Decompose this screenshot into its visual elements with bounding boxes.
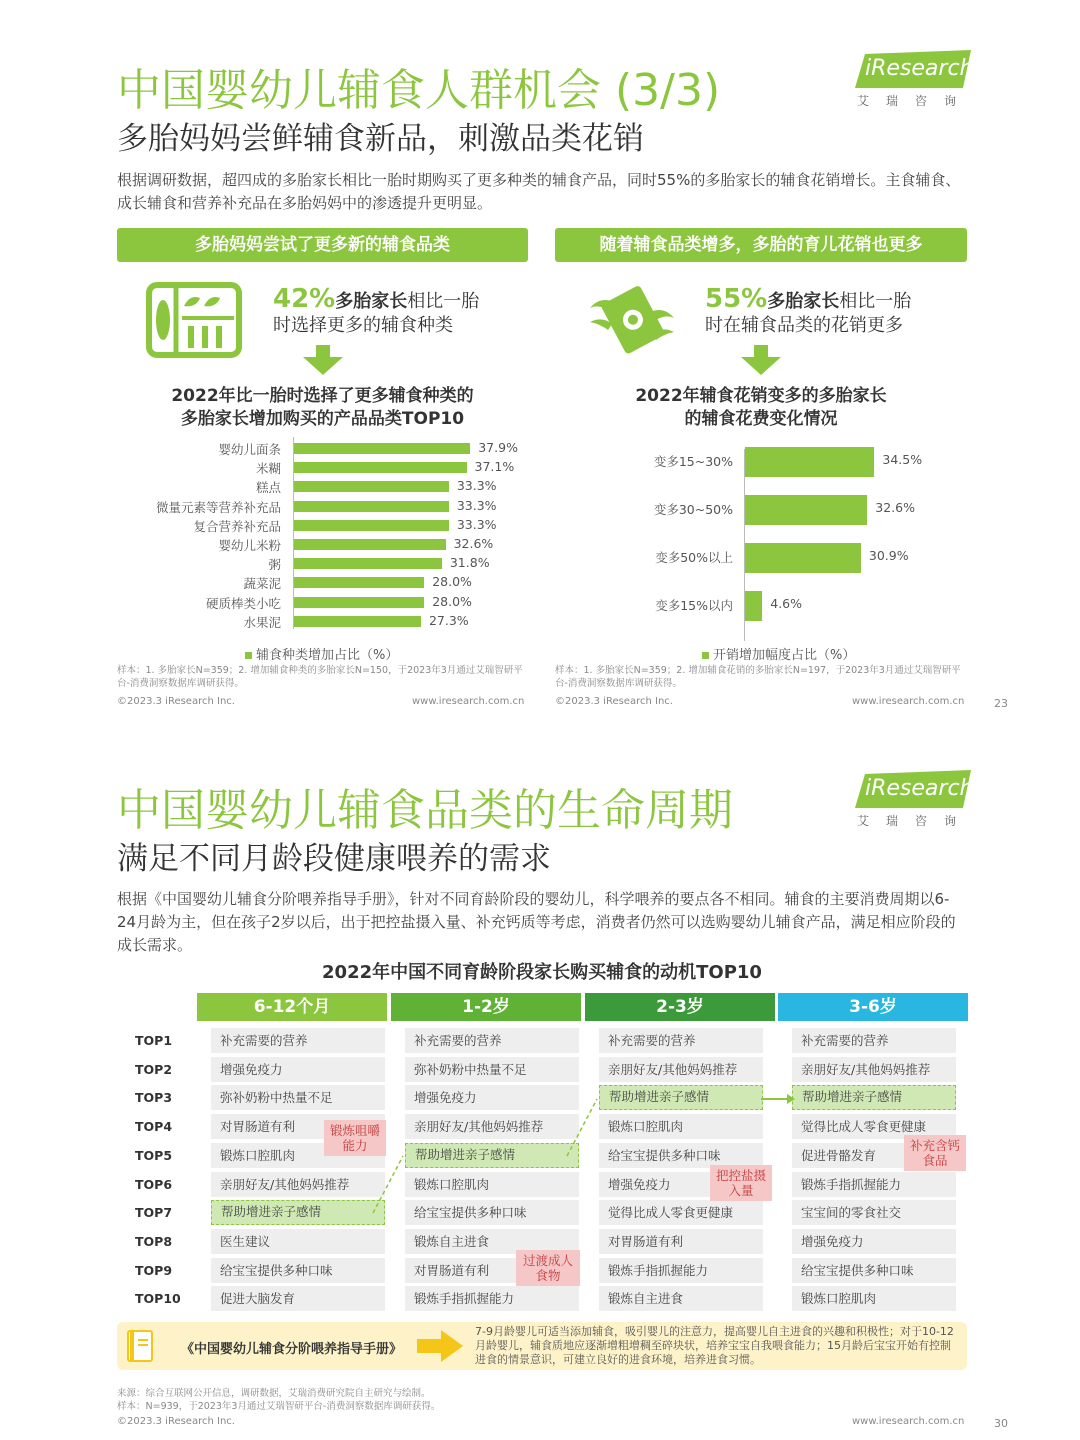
table-cell: 亲朋好友/其他妈妈推荐 (599, 1057, 763, 1082)
row-label: TOP1 (135, 1033, 173, 1048)
bar-category-label: 变多15%以内 (655, 598, 733, 613)
right-stat-rest: 相比一胎 (839, 291, 912, 312)
bar-value-label: 33.3% (456, 516, 497, 532)
page-number: 23 (994, 697, 1008, 710)
bar-category-label: 变多15~30% (653, 454, 733, 469)
table-cell: 增强免疫力 (405, 1085, 579, 1110)
bar-category-label: 米糊 (255, 461, 281, 477)
left-sample-note: 样本：1. 多胎家长N=359；2. 增加辅食种类的多胎家长N=150，于2023年3月通过艾瑞智研平台-消费洞察数据库调研获得。 (117, 665, 523, 689)
left-website-link[interactable]: www.iresearch.com.cn (412, 696, 525, 707)
left-stat-rest: 相比一胎 (407, 291, 480, 312)
bar-category-label: 水果泥 (243, 614, 281, 630)
table-cell: 亲朋好友/其他妈妈推荐 (405, 1114, 579, 1139)
row-label: TOP4 (135, 1119, 173, 1135)
column-header: 2-3岁 (585, 993, 775, 1021)
book-icon (127, 1330, 153, 1366)
bar-category-label: 硬质棒类小吃 (205, 595, 281, 611)
row-label: TOP8 (135, 1233, 173, 1249)
row-label: TOP5 (135, 1147, 173, 1163)
sample-note: 样本：N=939，于2023年3月通过艾瑞智研平台-消费洞察数据库调研获得。 (117, 1401, 441, 1412)
bar-category-label: 复合营养补充品 (193, 518, 281, 534)
bar-category-label: 变多30~50% (653, 502, 733, 517)
bar-category-label: 婴幼儿面条 (218, 442, 281, 457)
table-cell: 给宝宝提供多种口味 (405, 1200, 579, 1225)
table-cell: 觉得比成人零食更健康 (792, 1114, 956, 1139)
callout-calcium: 补充含钙食品 (904, 1135, 966, 1171)
page-title: 中国婴幼儿辅食人群机会 (3/3) (117, 65, 721, 116)
source-note: 来源：综合互联网公开信息，调研数据，艾瑞消费研究院自主研究与绘制。 (117, 1388, 431, 1399)
table-cell: 帮助增进亲子感情 (211, 1200, 385, 1225)
right-chart-title-line1: 2022年辅食花销变多的多胎家长 (635, 386, 887, 406)
right-banner: 随着辅食品类增多，多胎的育儿花销也更多 (555, 228, 967, 262)
callout-transition: 过渡成人食物 (516, 1250, 580, 1286)
table-cell: 帮助增进亲子感情 (405, 1143, 579, 1168)
right-sample-note: 样本：1. 多胎家长N=359；2. 增加辅食花销的多胎家长N=197，于2023年3月通过艾瑞智研平台-消费洞察数据库调研获得。 (555, 665, 961, 689)
page-number: 30 (994, 1417, 1008, 1430)
table-cell: 锻炼口腔肌肉 (792, 1286, 956, 1311)
table-cell: 锻炼口腔肌肉 (405, 1172, 579, 1197)
column-header: 3-6岁 (778, 993, 968, 1021)
guide-text: 7-9月龄婴儿可适当添加辅食，吸引婴儿的注意力，提高婴儿自主进食的兴趣和积极性；对于10-12月龄婴儿，辅食质地应逐渐增粗增稠至碎块状，培养宝宝自我喂食能力；15月龄后宝宝开始有控制进食的情景意识，可建立良好的进食环境，培养进食习惯。 (475, 1325, 954, 1366)
table-cell: 补充需要的营养 (599, 1028, 763, 1053)
table-cell: 给宝宝提供多种口味 (792, 1258, 956, 1283)
logo-text: iResearch (865, 776, 974, 801)
callout-chewing: 锻炼咀嚼能力 (324, 1120, 386, 1156)
guide-name: 《中国婴幼儿辅食分阶喂养指导手册》 (181, 1342, 403, 1357)
left-chart-title-line1: 2022年比一胎时选择了更多辅食种类的 (171, 386, 474, 406)
left-stat-percent: 42% (273, 284, 336, 314)
row-label: TOP3 (135, 1090, 173, 1106)
left-legend-label: 辅食种类增加占比（%） (256, 648, 399, 663)
intro-paragraph: 根据《中国婴幼儿辅食分阶喂养指导手册》，针对不同育龄阶段的婴幼儿，科学喂养的要点各不相同。辅食的主要消费周期以6-24月龄为主，但在孩子2岁以后，出于把控盐摄入量、补充钙质等考虑，消费者仍然可以选购婴幼儿辅食产品，满足相应阶段的成长需求。 (117, 890, 956, 954)
table-cell: 补充需要的营养 (211, 1028, 385, 1053)
row-label: TOP6 (135, 1176, 173, 1192)
bar-value-label: 31.8% (449, 555, 490, 571)
table-cell: 锻炼口腔肌肉 (599, 1114, 763, 1139)
right-legend-label: 开销增加幅度占比（%） (713, 648, 856, 663)
copyright: ©2023.3 iResearch Inc. (117, 1416, 235, 1427)
left-stat-bold: 多胎家长 (335, 291, 408, 312)
table-cell: 亲朋好友/其他妈妈推荐 (211, 1172, 385, 1197)
table-cell: 对胃肠道有利 (211, 1114, 385, 1139)
left-stat-line2: 时选择更多的辅食种类 (273, 315, 453, 336)
left-chart-title-line2: 多胎家长增加购买的产品品类TOP10 (180, 409, 465, 429)
bar-category-label: 婴幼儿米粉 (218, 538, 281, 553)
table-cell: 增强免疫力 (599, 1172, 763, 1197)
bar-category-label: 糕点 (255, 480, 281, 496)
table-cell: 觉得比成人零食更健康 (599, 1200, 763, 1225)
logo-subtext: 艾瑞咨询 (857, 94, 974, 108)
table-cell: 锻炼自主进食 (405, 1229, 579, 1254)
bar-category-label: 粥 (268, 557, 281, 573)
guide-box (117, 1322, 967, 1370)
page-title: 中国婴幼儿辅食品类的生命周期 (117, 785, 733, 836)
column-header: 6-12个月 (197, 993, 387, 1021)
row-label: TOP10 (135, 1291, 181, 1307)
bar-value-label: 37.9% (478, 440, 518, 455)
bar-value-label: 34.5% (882, 452, 923, 467)
column-header: 1-2岁 (391, 993, 581, 1021)
bar-value-label: 33.3% (456, 497, 497, 513)
right-stat-percent: 55% (705, 284, 768, 314)
bar-value-label: 32.6% (453, 536, 494, 551)
table-cell: 补充需要的营养 (792, 1028, 956, 1053)
table-cell: 医生建议 (211, 1229, 385, 1254)
table-cell: 锻炼手指抓握能力 (792, 1172, 956, 1197)
table-cell: 对胃肠道有利 (405, 1258, 579, 1283)
table-cell: 促进骨骼发育 (792, 1143, 956, 1168)
row-label: TOP2 (135, 1061, 173, 1077)
table-cell: 锻炼口腔肌肉 (211, 1143, 385, 1168)
right-website-link[interactable]: www.iresearch.com.cn (852, 696, 965, 707)
table-cell: 促进大脑发育 (211, 1286, 385, 1311)
right-chart-title-line2: 的辅食花费变化情况 (684, 409, 838, 429)
table-cell: 弥补奶粉中热量不足 (405, 1057, 579, 1082)
table-cell: 对胃肠道有利 (599, 1229, 763, 1254)
left-banner: 多胎妈妈尝试了更多新的辅食品类 (117, 228, 528, 262)
bar-value-label: 27.3% (428, 612, 469, 628)
table-cell: 锻炼手指抓握能力 (599, 1258, 763, 1283)
row-label: TOP7 (135, 1205, 173, 1221)
table-cell: 帮助增进亲子感情 (599, 1085, 763, 1110)
right-copyright: ©2023.3 iResearch Inc. (555, 696, 673, 707)
table-cell: 补充需要的营养 (405, 1028, 579, 1053)
bar-category-label: 微量元素等营养补充品 (155, 499, 281, 515)
table-cell: 亲朋好友/其他妈妈推荐 (792, 1057, 956, 1082)
logo-subtext: 艾瑞咨询 (857, 814, 974, 828)
left-copyright: ©2023.3 iResearch Inc. (117, 696, 235, 707)
bar-value-label: 30.9% (868, 548, 909, 563)
table-title: 2022年中国不同育龄阶段家长购买辅食的动机TOP10 (322, 962, 762, 983)
bar-value-label: 33.3% (456, 478, 497, 494)
right-stat-line2: 时在辅食品类的花销更多 (705, 315, 903, 336)
arrow-right-icon (417, 1330, 463, 1366)
table-cell: 给宝宝提供多种口味 (211, 1258, 385, 1283)
page-subtitle: 多胎妈妈尝鲜辅食新品，刺激品类花销 (117, 121, 644, 157)
bar-value-label: 32.6% (875, 500, 915, 515)
row-label: TOP9 (135, 1262, 173, 1278)
table-cell: 帮助增进亲子感情 (792, 1085, 956, 1110)
table-cell: 宝宝间的零食社交 (792, 1200, 956, 1225)
logo-text: iResearch (865, 56, 974, 81)
table-cell: 锻炼自主进食 (599, 1286, 763, 1311)
intro-paragraph: 根据调研数据，超四成的多胎家长相比一胎时期购买了更多种类的辅食产品，同时55%的多胎家长的辅食花销增长。主食辅食、成长辅食和营养补充品在多胎妈妈中的渗透提升更明显。 (117, 171, 961, 212)
bar-category-label: 蔬菜泥 (243, 576, 281, 592)
table-cell: 弥补奶粉中热量不足 (211, 1085, 385, 1110)
table-cell: 锻炼手指抓握能力 (405, 1286, 579, 1311)
callout-salt: 把控盐摄入量 (710, 1165, 772, 1201)
bar-value-label: 4.6% (770, 596, 803, 611)
bar-value-label: 37.1% (474, 459, 515, 475)
website-link[interactable]: www.iresearch.com.cn (852, 1416, 965, 1427)
right-stat-bold: 多胎家长 (767, 291, 840, 312)
bar-category-label: 变多50%以上 (655, 550, 733, 565)
table-cell: 给宝宝提供多种口味 (599, 1143, 763, 1168)
page-subtitle: 满足不同月龄段健康喂养的需求 (117, 841, 551, 877)
table-cell: 增强免疫力 (792, 1229, 956, 1254)
table-cell: 增强免疫力 (211, 1057, 385, 1082)
bar-value-label: 28.0% (432, 593, 472, 609)
bar-value-label: 28.0% (432, 574, 472, 590)
